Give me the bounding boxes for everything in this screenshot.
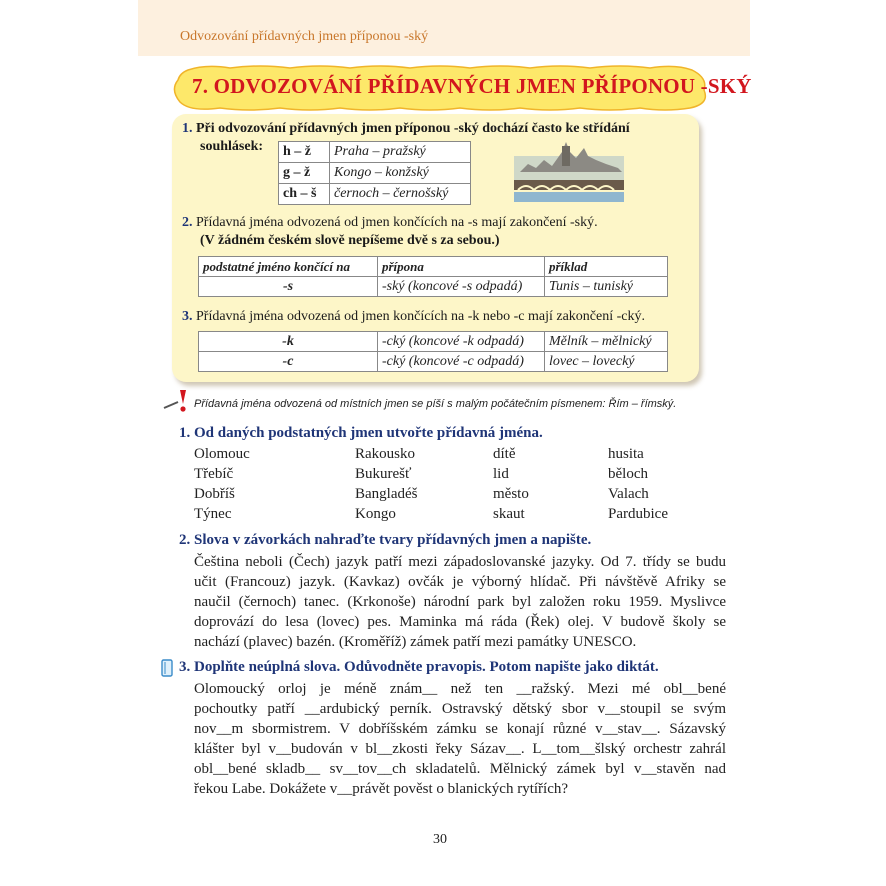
list-item: běloch xyxy=(608,466,648,482)
list-item: Třebíč xyxy=(194,466,234,482)
text-line: klášter byl v__budován v bl__zkosti řeky Sázav__. L__tom__šlský orchestr zahrál xyxy=(194,741,726,757)
list-item: město xyxy=(493,486,529,502)
suffix-k-c-table xyxy=(198,331,668,372)
rule-3-line xyxy=(182,308,645,326)
suffix-s-table xyxy=(198,256,668,297)
exercise-2-title: 2. Slova v závorkách nahraďte tvary přídavných jmen a napište. xyxy=(179,532,592,548)
rule-2-number: 2. xyxy=(182,215,193,230)
text-line: doprovází do lesa (lovec) pes. Maminka má ráda (Řek) olej. V budově školy se xyxy=(194,614,726,630)
rule-3-number: 3. xyxy=(182,309,193,324)
table-row xyxy=(279,163,471,184)
text-line: učit (Francouz) jazyk. (Kavkaz) ovčák je výborný hlídač. Při návštěvě Afriky se xyxy=(194,574,726,590)
notebook-icon xyxy=(160,659,174,677)
text-line: řekou Labe. Dokážete v__právět pověst o blanických rytířích? xyxy=(194,781,569,797)
rule-1-line-1 xyxy=(182,120,630,138)
text-line: Olomoucký orloj je méně znám__ než ten __ražský. Mezi mé obl__bené xyxy=(194,681,726,697)
rule-2-text: Přídavná jména odvozená od jmen končících na -s mají zakončení -ský. xyxy=(196,215,598,230)
table-cell: -s xyxy=(199,277,378,297)
table-header: podstatné jméno končící na xyxy=(199,257,378,277)
list-item: husita xyxy=(608,446,644,462)
running-header xyxy=(138,0,750,56)
table-row xyxy=(279,142,471,163)
text-line: obl__bené skladb__ sv__tov__ch skladatelů. Mělnický zámek byl v__stavěn nad xyxy=(194,761,726,777)
table-cell: -k xyxy=(199,332,378,352)
table-row xyxy=(199,257,668,277)
table-header: přípona xyxy=(378,257,545,277)
exercise-2-text xyxy=(194,552,726,652)
textbook-page xyxy=(138,0,750,886)
list-item: Týnec xyxy=(194,506,232,522)
list-item: Pardubice xyxy=(608,506,668,522)
list-item: lid xyxy=(493,466,509,482)
table-cell: -c xyxy=(199,352,378,372)
table-row xyxy=(199,332,668,352)
chapter-banner xyxy=(170,64,752,112)
table-cell: Kongo – konžský xyxy=(330,163,471,184)
consonant-alternation-table xyxy=(278,141,471,205)
table-header: příklad xyxy=(545,257,668,277)
text-line: nov__m sbormistrem. V dobříšském zámku se konají různé v__stav__. Sázavský xyxy=(194,721,726,737)
rule-1-line-2: souhlásek: xyxy=(200,139,264,154)
list-item: Valach xyxy=(608,486,649,502)
rule-2-line-1 xyxy=(182,214,598,232)
list-item: skaut xyxy=(493,506,525,522)
rule-3-text: Přídavná jména odvozená od jmen končících na -k nebo -c mají zakončení -cký. xyxy=(196,309,645,324)
running-header-title: Odvozování přídavných jmen příponou -ský xyxy=(180,29,429,44)
text-line: naučil (černoch) tanec. (Krkonoše) národní park byl založen roku 1959. Myslivce xyxy=(194,594,726,610)
page-number: 30 xyxy=(433,832,447,847)
table-cell: -ský (koncové -s odpadá) xyxy=(378,277,545,297)
table-cell: Tunis – tuniský xyxy=(545,277,668,297)
chapter-title: 7. ODVOZOVÁNÍ PŘÍDAVNÝCH JMEN PŘÍPONOU -SKÝ xyxy=(192,74,752,98)
text-line: Čeština neboli (Čech) jazyk patří mezi západoslovanské jazyky. Od 7. třídy se budu xyxy=(194,554,726,570)
prague-castle-illustration xyxy=(510,138,628,206)
exclamation-pen-icon xyxy=(162,388,192,414)
table-cell: černoch – černošský xyxy=(330,184,471,205)
list-item: Olomouc xyxy=(194,446,250,462)
table-row xyxy=(199,277,668,297)
table-cell: Praha – pražský xyxy=(330,142,471,163)
exercise-1-title: 1. Od daných podstatných jmen utvořte přídavná jména. xyxy=(179,425,543,441)
rule-2-line-2: (V žádném českém slově nepíšeme dvě s za sebou.) xyxy=(200,233,500,248)
list-item: Dobříš xyxy=(194,486,235,502)
rule-1-text: Při odvozování přídavných jmen příponou -ský dochází často ke střídání xyxy=(196,121,630,136)
table-cell: h – ž xyxy=(279,142,330,163)
exercise-3-title: 3. Doplňte neúplná slova. Odůvodněte pravopis. Potom napište jako diktát. xyxy=(179,659,659,675)
exercise-3-text xyxy=(194,679,726,799)
list-item: Bukurešť xyxy=(355,466,412,482)
rule-1-number: 1. xyxy=(182,121,193,136)
table-cell: lovec – lovecký xyxy=(545,352,668,372)
table-cell: -cký (koncové -k odpadá) xyxy=(378,332,545,352)
table-cell: -cký (koncové -c odpadá) xyxy=(378,352,545,372)
table-cell: ch – š xyxy=(279,184,330,205)
list-item: Bangladéš xyxy=(355,486,418,502)
table-cell: g – ž xyxy=(279,163,330,184)
list-item: Kongo xyxy=(355,506,396,522)
list-item: dítě xyxy=(493,446,516,462)
note-text: Přídavná jména odvozená od místních jmen se píší s malým počátečním písmenem: Řím – římský. xyxy=(194,398,677,410)
text-line: nachází (plavec) bazén. (Kroměříž) zámek patří mezi památky UNESCO. xyxy=(194,634,637,650)
table-row xyxy=(279,184,471,205)
table-row xyxy=(199,352,668,372)
list-item: Rakousko xyxy=(355,446,415,462)
text-line: pochoutky patří __ardubický perník. Ostravský dětský sbor v__stoupil se svým xyxy=(194,701,726,717)
table-cell: Mělník – mělnický xyxy=(545,332,668,352)
